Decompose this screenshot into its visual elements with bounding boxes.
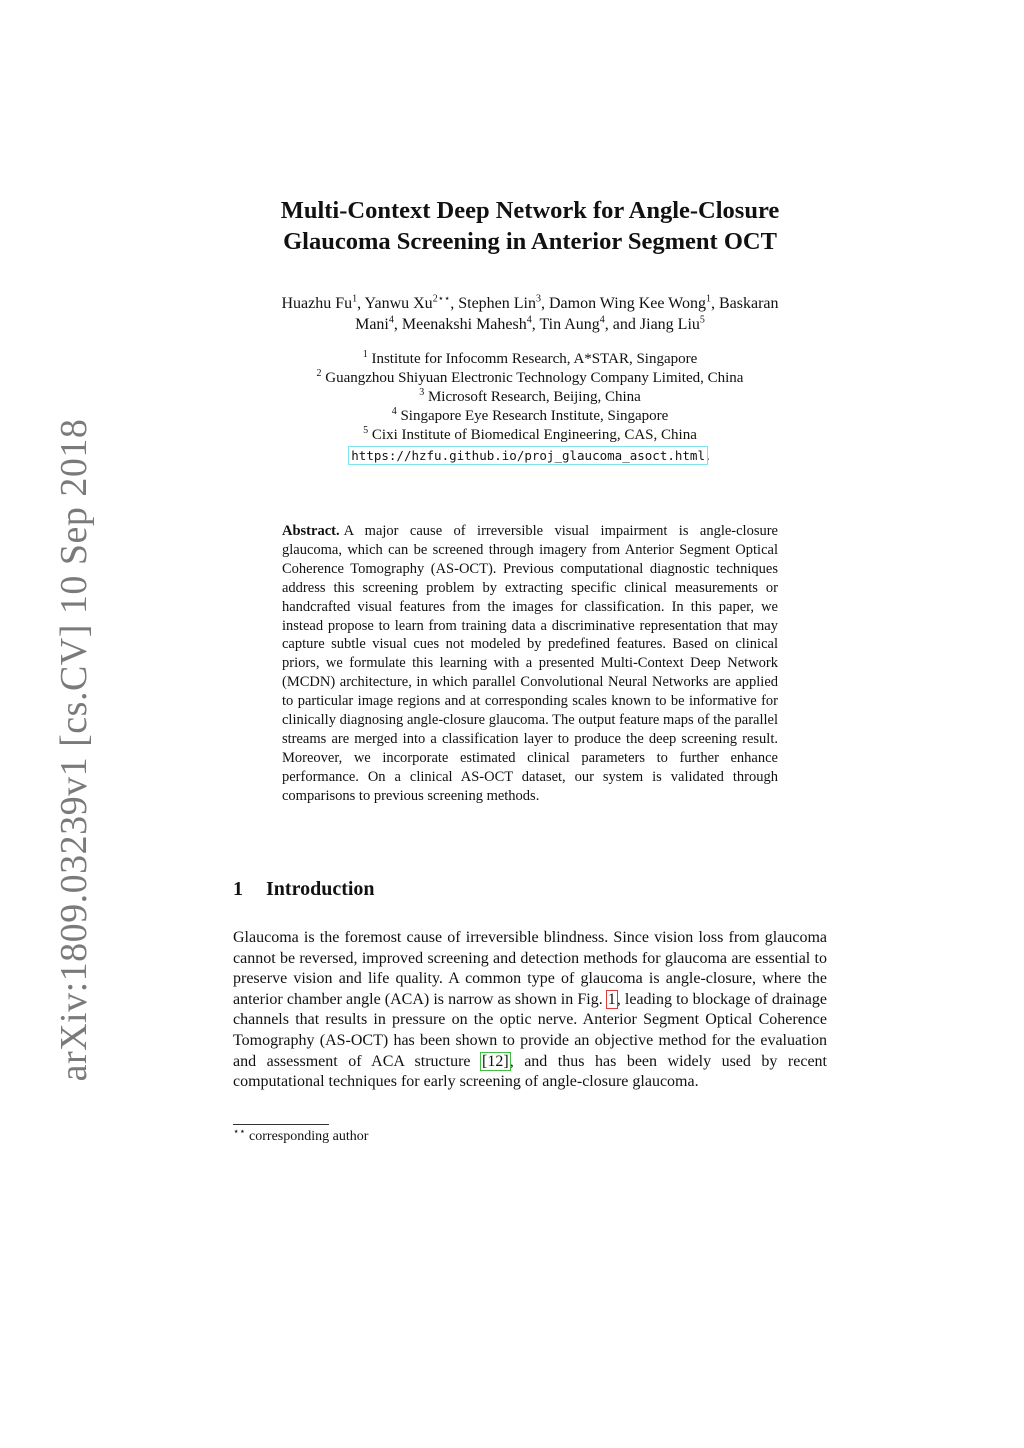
abstract-text: A major cause of irreversible visual impairment is angle-closure glaucoma, which can be screened through imagery from Anterior Segment Optical Coherence Tomography (AS-OCT). Previous computational diagnostic techniques address this screening problem by extracting specific clinical measurements or handcrafted visual features from the images for classification. In this paper, we instead propose to learn from training data a discriminative representation that may capture subtle visual cues not modeled by predefined features. Based on clinical priors, we formulate this learning with a presented Multi-Context Deep Network (MCDN) architecture, in which parallel Convolutional Neural Networks are applied to particular image regions and at corresponding scales known to be informative for clinically diagnosing angle-closure glaucoma. The output feature maps of the parallel streams are merged into a classification layer to produce the deep screening result. Moreover, we incorporate estimated clinical parameters to further enhance performance. On a clinical AS-OCT dataset, our system is validated through comparisons to previous screening methods. [282, 523, 778, 804]
author-affil-mark: 1 [706, 293, 711, 305]
affiliation-4: $^4$ Singapore Eye Research Institute, Singapore [391, 406, 669, 424]
author-line-1: Huazhu Fu$^1$, Yanwu $Xu^{2⋆⋆}$, Stephen Lin$^3$, Damon Wing Kee Wong$^1$, Baskaran [281, 293, 779, 312]
section-number: 1 [233, 878, 243, 900]
affiliations [180, 350, 880, 466]
affiliation-2: $^2$ Guangzhou Shiyuan Electronic Technology Company Limited, China [316, 368, 744, 386]
affiliation-5: $^5$ Cixi Institute of Biomedical Engineering, CAS, China [363, 425, 697, 443]
arxiv-stamp: arXiv:1809.03239v1 [cs.CV] 10 Sep 2018 [53, 418, 95, 1082]
author-name: Stephen Lin [458, 295, 536, 312]
author-affil-mark: 4 [599, 314, 605, 326]
author-affil-mark: 4 [526, 314, 532, 326]
project-url-line: https://hzfu.github.io/proj_glaucoma_asoct.html. [351, 448, 710, 464]
footnote-text: corresponding author [249, 1129, 369, 1144]
author-name: Huazhu Fu [281, 295, 353, 312]
author-affil-mark: 4 [388, 314, 394, 326]
footnote-divider [233, 1124, 329, 1125]
author-name: Meenakshi Mahesh [401, 316, 527, 333]
author-name: Yanwu Xu [364, 295, 433, 312]
author-affil-mark: 2⋆⋆ [432, 293, 451, 305]
project-url-link[interactable]: https://hzfu.github.io/proj_glaucoma_asoct.html [351, 448, 705, 463]
author-list [180, 293, 880, 335]
author-name-first: Baskaran [719, 295, 779, 312]
author-line-2: Mani$^4$, Meenakshi Mahesh$^4$, Tin Aung$^4$, and Jiang Liu$^5$ [355, 314, 705, 333]
author-affil-mark: 1 [352, 293, 358, 305]
footnote-mark: ⋆⋆ [233, 1126, 246, 1138]
author-affil-mark: 5 [699, 314, 705, 326]
author-affil-mark: 3 [535, 293, 541, 305]
author-name: Jiang Liu [639, 316, 700, 333]
paper-title [180, 195, 880, 257]
section-heading [233, 878, 375, 901]
footnote [233, 1128, 368, 1146]
author-name: Damon Wing Kee Wong [548, 295, 706, 312]
author-name: Tin Aung [539, 316, 600, 333]
abstract [282, 522, 778, 806]
affiliation-3: $^3$ Microsoft Research, Beijing, China [419, 387, 641, 405]
section-title: Introduction [266, 878, 375, 900]
author-name-rest: Mani [355, 316, 389, 333]
title-line-2: Glaucoma Screening in Anterior Segment OCT [283, 228, 777, 255]
affiliation-1: $^1$ Institute for Infocomm Research, A*STAR, Singapore [362, 349, 698, 367]
citation-link[interactable]: [12] [482, 1052, 509, 1070]
title-line-1: Multi-Context Deep Network for Angle-Closure [280, 197, 780, 224]
abstract-label: Abstract. [282, 523, 340, 539]
figure-reference-link[interactable]: 1 [607, 990, 616, 1008]
intro-paragraph: Glaucoma is the foremost cause of irreversible blindness. Since vision loss from glaucoma cannot be reversed, improved screening and detection methods for glaucoma are essential to preserve vision and life quality. A common type of glaucoma is angle-closure, where the anterior chamber angle (ACA) is narrow as shown in Fig. 1, leading to blockage of drainage channels that results in pressure on the optic nerve. Anterior Segment Optical Coherence Tomography (AS-OCT) has been shown to provide an objective method for the evaluation and assessment of ACA structure [12], and thus has been widely used by recent computational techniques for early screening of angle-closure glaucoma. [233, 929, 827, 1091]
